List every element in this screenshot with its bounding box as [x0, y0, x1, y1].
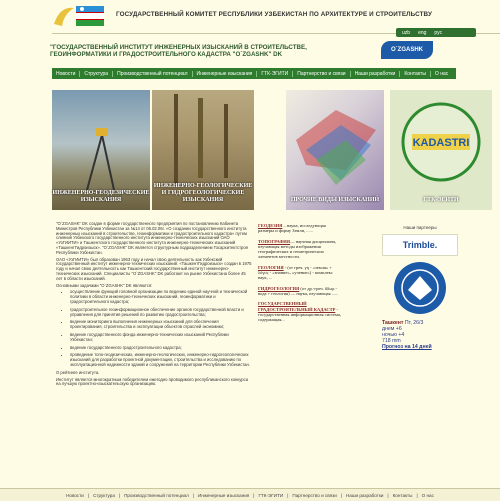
forecast-link[interactable]: Прогноз на 14 дней [382, 344, 432, 350]
banner-geology[interactable] [152, 90, 254, 210]
about-text [56, 222, 252, 389]
footer-link[interactable]: О нас [421, 492, 434, 498]
weather-day: днем +6 [382, 326, 402, 332]
banner-other[interactable] [286, 90, 384, 210]
lang-rus[interactable]: рус [434, 29, 443, 36]
banner-gtk-label: ГТК-ЭГИТИ [423, 197, 459, 203]
nav-contacts[interactable]: Контакты [400, 71, 431, 77]
footer-link[interactable]: ГТК-ЭГИТИ [258, 492, 284, 498]
glossary-geodesy: ГЕОДЕЗИЯ – наука, исследующая размеры и форму Земли, ...... [258, 223, 326, 234]
weather-date: Пт, 26/3 [404, 320, 424, 326]
list-item: • ведение мониторинга выполнения инженерных изысканий для обеспечения проектирования, строительства и эксплуатации объектов отраслей экономики; [70, 320, 252, 330]
rating-text: Институт является многократным победителем ежегодно проводимого республиканского конкурса на лучшую проектно-изыскательскую организацию. [56, 376, 249, 387]
nav-capacity[interactable]: Производственный потенциал [113, 71, 192, 77]
list-item: • проведение топо-геодезических, инженерно-геологических, инженерно-гидрогеологических изысканий для разработки проектной документации, строительства и исследованию по эксплуатационной надежности зданий и сооружений на территории Республики Узбекистан. [70, 353, 252, 367]
nav-partnership[interactable]: Партнерство и связи [293, 71, 350, 77]
weather-city: Ташкент [382, 320, 404, 326]
rating-heading: О рейтинге института. [56, 369, 100, 375]
glossary-topography: ТОПОГРАФИЯ— научная дисциплина, изучающая методы изображения географических и геометрических элементов местности. [258, 238, 337, 260]
glossary-link[interactable]: ГОСУДАРСТВЕННЫЙ ГРАДОСТРОИТЕЛЬНЫЙ КАДАСТР [258, 301, 336, 312]
partners-heading: Наши партнеры [403, 225, 437, 230]
glossary-cadastre: ГОСУДАРСТВЕННЫЙ ГРАДОСТРОИТЕЛЬНЫЙ КАДАСТР - государственная информационная система, содержащая... [258, 301, 341, 323]
nav-surveys[interactable]: Инженерные изыскания [193, 71, 258, 77]
institute-name [50, 44, 350, 58]
footer-link[interactable]: Новости [66, 492, 84, 498]
list-item: • ведение государственного градостроительного кадастра; [70, 346, 252, 351]
banner-other-label: ПРОЧИЕ ВИДЫ ИЗЫСКАНИЙ [290, 197, 380, 203]
nav-structure[interactable]: Структура [80, 71, 113, 77]
nav-gtk[interactable]: ГТК-ЭГИТИ [257, 71, 293, 77]
glossary-geology: ГЕОЛОГИЯ - (от греч. γη - «земля» + λόγος - «знание», «учение») - комплекс наук, ... [258, 264, 333, 281]
lang-uzb[interactable]: uzb [402, 29, 411, 36]
tasks-list [70, 290, 252, 367]
state-emblem-logo [52, 2, 108, 32]
about-paragraph-3: Основными задачами "O`ZGASHK" DK являются: [56, 282, 153, 288]
footer-nav: Новости | Структура | Производственный потенциал | Инженерные изыскания | ГТК-ЭГИТИ | Партнерство и связи | Наши разработки | Контакты | О нас [0, 488, 500, 501]
institute-name-line2: ГЕОИНФОРМАТИКИ И ГРАДОСТРОИТЕЛЬНОГО КАДАСТРА "O`ZGASHK" DK [50, 51, 283, 59]
about-paragraph-1: "O`ZGASHK" DK создан в форме государственного предприятия по постановлению Кабинета Министров Республики Узбекистан за №14 от 06.02.06г. «О создании государственного института инженерных изысканий в строительстве, геоинформатики и градостроительного кадастра» путем слияния Узбекского государственного института инженерно-технических изысканий ОАО «УзГИИТИ» и Ташкентского государственного института инженерно-технических изысканий «ТашкентГидроизыск». "O`ZGASHK" DK является структурным подразделением Госархитектстроя Республики Узбекистан. [56, 221, 248, 255]
brand-logo[interactable]: O`ZGASHK [381, 41, 433, 59]
nav-developments[interactable]: Наши разработки [351, 71, 401, 77]
footer-link[interactable]: Контакты [392, 492, 413, 498]
glossary-link[interactable]: ТОПОГРАФИЯ [258, 238, 291, 244]
3d-terrain-model-image [286, 90, 384, 210]
weather-night: ночью +4 [382, 332, 405, 338]
institute-seal-icon[interactable] [394, 262, 446, 314]
footer-link[interactable]: Партнерство и связи [292, 492, 337, 498]
banner-geology-label: ИНЖЕНЕРНО-ГЕОЛОГИЧЕСКИЕ И ГИДРОГЕОЛОГИЧЕСКИЕ ИЗЫСКАНИЯ [153, 183, 253, 203]
sidebar [382, 225, 458, 350]
list-item: • ведение государственного фонда инженерно-технических изысканий Республики Узбекистан; [70, 333, 252, 343]
kadastri-emblem-icon [390, 90, 492, 210]
banner-geodesy[interactable] [52, 90, 150, 210]
main-nav [52, 68, 456, 79]
kadastri-logo-text: KADASTRI [412, 137, 470, 149]
nav-about[interactable]: О нас [434, 70, 449, 77]
header [0, 0, 500, 36]
glossary-link[interactable]: ГИДРОГЕОЛОГИЯ [258, 285, 300, 291]
glossary-link[interactable]: ГЕОЛОГИЯ [258, 264, 284, 270]
weather-widget [382, 320, 458, 350]
glossary-link[interactable]: ГЕОДЕЗИЯ [258, 223, 283, 228]
institute-name-line1: "ГОСУДАРСТВЕННЫЙ ИНСТИТУТ ИНЖЕНЕРНЫХ ИЗЫСКАНИЙ В СТРОИТЕЛЬСТВЕ, [50, 44, 307, 51]
list-item: • градостроительное геоинформационное обеспечение органов государственной власти и управления для принятия решений по развитию градостроительства; [70, 308, 252, 318]
footer-link[interactable]: Инженерные изыскания [197, 492, 250, 498]
lang-eng[interactable]: eng [418, 29, 427, 36]
glossary-hydrogeology: ГИДРОГЕОЛОГИЯ (от др.-греч. ὕδωρ - вода + геология) — наука, изучающая ...... [258, 285, 339, 296]
language-switcher [396, 28, 476, 37]
weather-pressure: 718 mm [382, 338, 401, 344]
glossary [258, 223, 342, 327]
banner-gtk[interactable] [390, 90, 492, 210]
about-paragraph-2: ОАО «УзГИИТИ» был образован 1963 году и начал свою деятельность как Узбекский государственный институт инженерно-технических изысканий. «ТашкентГидроизыск» создан в 1975 году и начал свою деятельность как Ташкентский государственный институт инженерно-технических изысканий. Специалисты "O`ZGASHK" DK работают на рынке Узбекистана более 45 лет в области изысканий. [56, 256, 252, 281]
header-title: ГОСУДАРСТВЕННЫЙ КОМИТЕТ РЕСПУБЛИКИ УЗБЕКИСТАН ПО АРХИТЕКТУРЕ И СТРОИТЕЛЬСТВУ [116, 11, 432, 18]
footer-link[interactable]: Производственный потенциал [124, 492, 189, 498]
list-item: • осуществление функций головной организации по ведению единой научной и технической политики в области инженерно-технических изысканий, геоинформатики и градостроительного кадастра; [70, 290, 252, 304]
banner-geodesy-label: ИНЖЕНЕРНО-ГЕОДЕЗИЧЕСКИЕ ИЗЫСКАНИЯ [52, 190, 150, 203]
footer-link[interactable]: Структура [93, 492, 115, 498]
banner [52, 90, 492, 210]
nav-news[interactable]: Новости [52, 71, 80, 77]
trimble-logo[interactable]: Trimble. [382, 234, 458, 256]
footer-link[interactable]: Наши разработки [345, 492, 384, 498]
